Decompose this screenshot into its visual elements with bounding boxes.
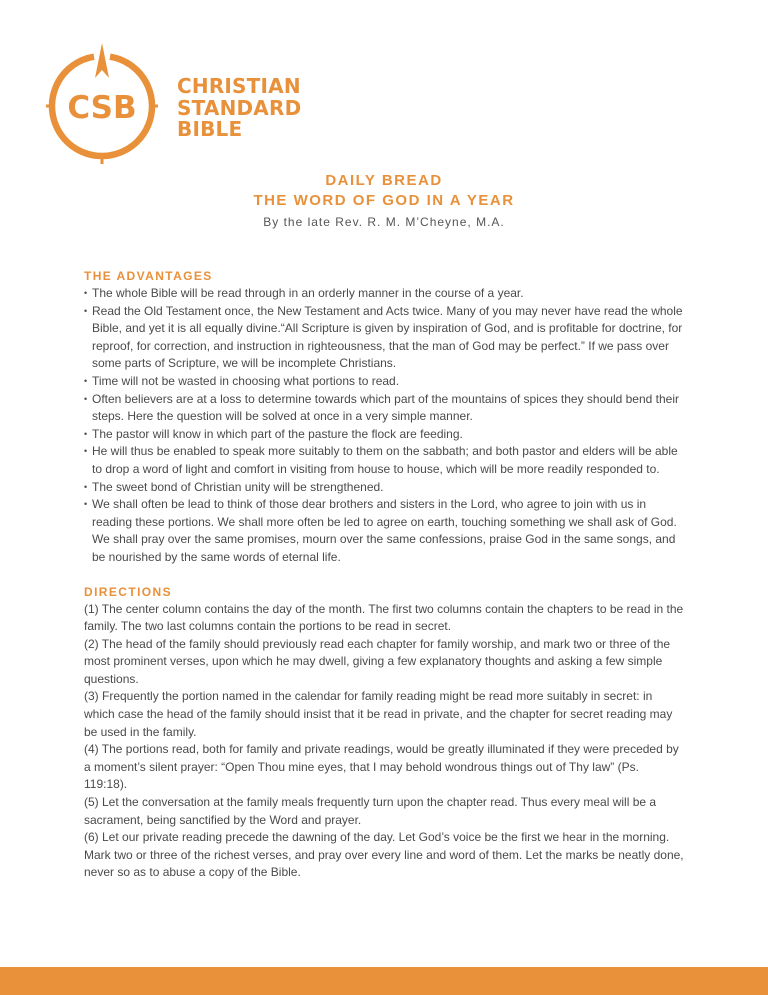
compass-needle-icon: [95, 43, 109, 78]
document-header: [0, 171, 768, 230]
logo-text: CSB: [67, 90, 137, 126]
list-item: • Time will not be wasted in choosing what portions to read.: [84, 373, 684, 391]
main-content: [84, 268, 684, 882]
advantages-heading: THE ADVANTAGES: [84, 269, 213, 283]
directions-heading: DIRECTIONS: [84, 584, 173, 599]
direction-item: (2) The head of the family should previously read each chapter for family worship, and mark two or three of the most prominent verses, upon which he may dwell, giving a few explanatory thoughts and asking a few simple questions.: [84, 636, 671, 686]
list-item: • We shall often be lead to think of those dear brothers and sisters in the Lord, who agree to join with us in reading these portions. We shall more often be led to agree on earth, touching something we shall ask of God. We shall pray over the same promises, mourn over the same confessions, praise God in the same songs, and be nourished by the same words of eternal life.: [84, 496, 684, 566]
brand-line-2: STANDARD: [177, 95, 302, 120]
list-item: • He will thus be enabled to speak more suitably to them on the sabbath; and both pastor and elders will be able to drop a word of light and comfort in visiting from house to house, which will be more readily responded to.: [84, 443, 684, 478]
footer-bar: [0, 967, 768, 995]
list-item: • Read the Old Testament once, the New Testament and Acts twice. Many of you may never have read the whole Bible, and yet it is all equally divine.“All Scripture is given by inspiration of God, and is profitable for doctrine, for reproof, for correction, and instruction in righteousness, that the man of God may be perfect.” If we pass over some parts of Scripture, we will be incomplete Christians.: [84, 303, 684, 373]
list-item: • The pastor will know in which part of the pasture the flock are feeding.: [84, 426, 684, 444]
title-line-2: THE WORD OF GOD IN A YEAR: [253, 192, 515, 209]
direction-item: (3) Frequently the portion named in the calendar for family reading might be read more suitably in secret: in which case the head of the family should insist that it be read in private, and the chapter for secret reading may be used in the family.: [84, 689, 673, 739]
byline: By the late Rev. R. M. M’Cheyne, M.A.: [263, 215, 505, 229]
list-item: • The sweet bond of Christian unity will be strengthened.: [84, 479, 684, 497]
brand-wordmark: [177, 76, 301, 141]
directions-section: [84, 584, 684, 883]
direction-item: (5) Let the conversation at the family meals frequently turn upon the chapter read. Thus every meal will be a sacrament, being sanctified by the Word and prayer.: [84, 795, 657, 827]
direction-item: (4) The portions read, both for family and private readings, would be greatly illuminated if they were preceded by a moment’s silent prayer: “Open Thou mine eyes, that I may behold wondrous things out of Thy law” (Ps. 119:18).: [84, 742, 679, 792]
direction-item: (1) The center column contains the day of the month. The first two columns contain the chapters to be read in the family. The two last columns contain the portions to be read in secret.: [84, 601, 684, 634]
advantages-list: [84, 285, 684, 567]
list-item: • The whole Bible will be read through in an orderly manner in the course of a year.: [84, 285, 684, 303]
direction-item: (6) Let our private reading precede the dawning of the day. Let God’s voice be the first we hear in the morning. Mark two or three of the richest verses, and pray over every line and word of them. Let the marks be neatly done, never so as to abuse a copy of the Bible.: [84, 830, 684, 880]
title-line-1: DAILY BREAD: [325, 172, 443, 189]
brand-line-3: BIBLE: [177, 117, 243, 141]
list-item: • Often believers are at a loss to determine towards which part of the mountains of spices they should bend their steps. Here the question will be solved at once in a very simple manner.: [84, 391, 684, 426]
brand-line-1: CHRISTIAN: [177, 74, 301, 98]
csb-logo: [46, 40, 158, 164]
